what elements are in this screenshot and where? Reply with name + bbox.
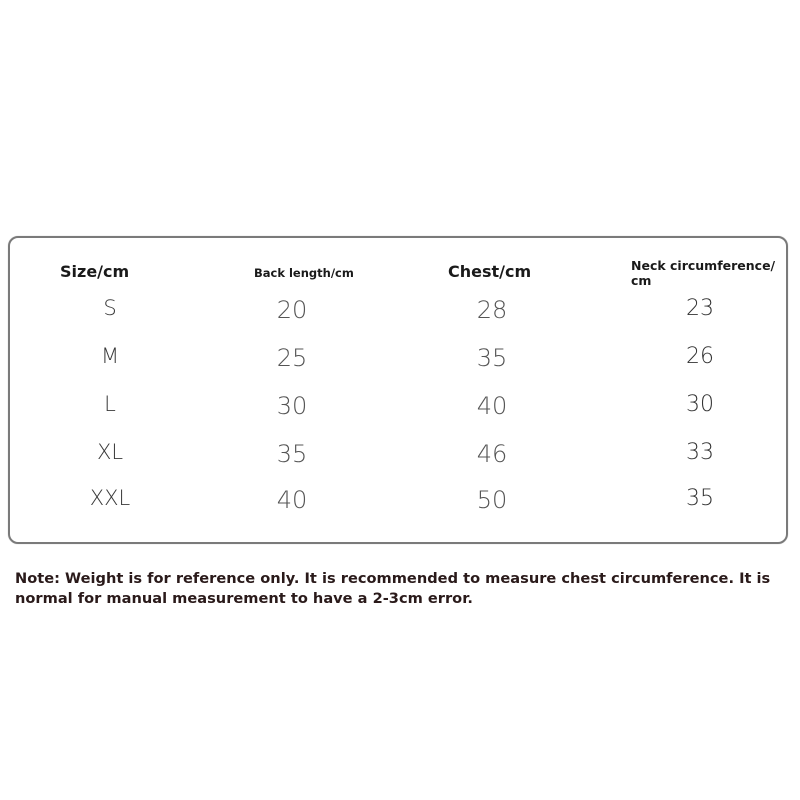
cell-size: M bbox=[100, 344, 120, 368]
table-row bbox=[10, 344, 786, 390]
cell-neck: 26 bbox=[686, 344, 714, 369]
cell-size: XXL bbox=[89, 486, 131, 510]
cell-chest: 35 bbox=[476, 344, 508, 372]
cell-back-length: 35 bbox=[276, 440, 308, 468]
table-row bbox=[10, 296, 786, 342]
table-row bbox=[10, 486, 786, 532]
cell-back-length: 20 bbox=[276, 296, 308, 324]
cell-neck: 23 bbox=[686, 296, 714, 321]
cell-back-length: 25 bbox=[276, 344, 308, 372]
cell-chest: 40 bbox=[476, 392, 508, 420]
header-back-length: Back length/cm bbox=[254, 266, 354, 280]
header-size: Size/cm bbox=[60, 262, 130, 281]
table-row bbox=[10, 440, 786, 486]
cell-back-length: 40 bbox=[276, 486, 308, 514]
measurement-note: Note: Weight is for reference only. It is recommended to measure chest circumference. It is normal for manual measurement to have a 2-3cm error. bbox=[15, 570, 771, 607]
cell-chest: 50 bbox=[476, 486, 508, 514]
size-chart-table bbox=[8, 236, 788, 544]
cell-size: XL bbox=[96, 440, 124, 464]
cell-neck: 33 bbox=[686, 440, 714, 465]
table-row bbox=[10, 392, 786, 438]
cell-neck: 30 bbox=[686, 392, 714, 417]
cell-size: S bbox=[103, 296, 117, 320]
cell-neck: 35 bbox=[686, 486, 714, 511]
cell-back-length: 30 bbox=[276, 392, 308, 420]
cell-size: L bbox=[104, 392, 116, 416]
header-chest: Chest/cm bbox=[448, 262, 532, 281]
header-neck: Neck circumference/ cm bbox=[631, 258, 776, 288]
cell-chest: 46 bbox=[476, 440, 508, 468]
cell-chest: 28 bbox=[476, 296, 508, 324]
